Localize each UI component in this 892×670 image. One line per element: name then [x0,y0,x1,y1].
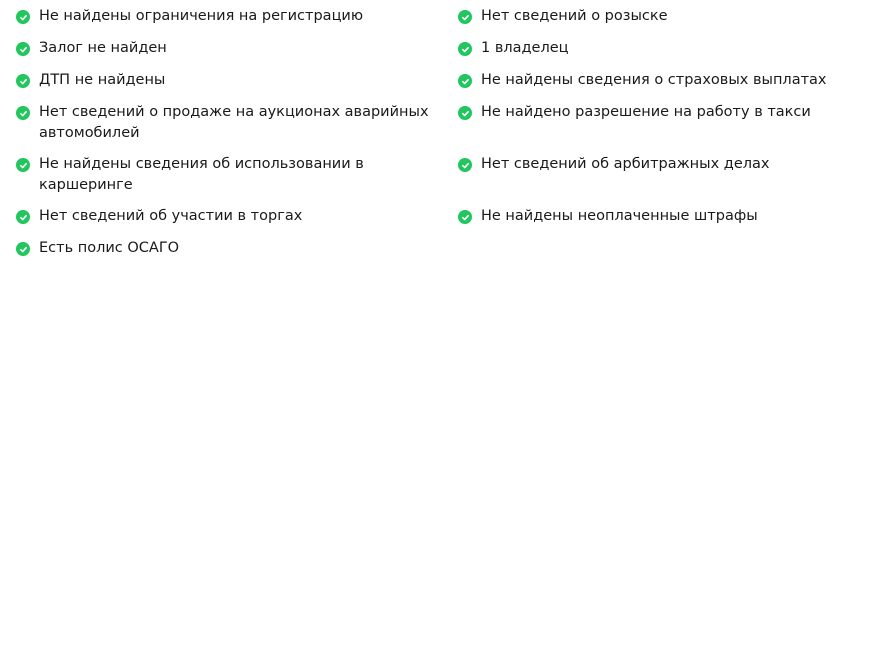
check-label: Не найдены ограничения на регистрацию [39,8,364,24]
check-label: Не найдены неоплаченные штрафы [481,208,758,224]
check-circle-icon [458,210,472,224]
check-label: Нет сведений об участии в торгах [39,208,303,224]
check-item-trades [16,206,458,227]
check-item-taxi-permit [458,102,878,123]
check-item-accidents [16,70,458,91]
check-label: ДТП не найдены [39,72,166,88]
check-label: 1 владелец [481,40,569,56]
check-item-salvage-auctions [16,102,458,144]
checks-row [16,206,886,227]
check-item-carsharing [16,154,458,196]
check-label: Не найдено разрешение на работу в такси [481,104,811,120]
check-item-registration-restrictions [16,6,458,27]
check-label: Нет сведений о продаже на аукционах аварийных автомобилей [39,104,429,141]
check-circle-icon [458,42,472,56]
check-label: Нет сведений об арбитражных делах [481,156,770,172]
check-item-fines [458,206,878,227]
check-label: Не найдены сведения о страховых выплатах [481,72,827,88]
checks-row [16,238,886,259]
check-label: Залог не найден [39,40,167,56]
checks-row [16,154,886,196]
checks-row [16,6,886,27]
checks-row [16,102,886,144]
checks-row [16,70,886,91]
check-circle-icon [458,10,472,24]
checks-row [16,38,886,59]
check-label: Нет сведений о розыске [481,8,668,24]
check-label: Не найдены сведения об использовании в каршеринге [39,156,364,193]
check-circle-icon [16,42,30,56]
check-circle-icon [16,158,30,172]
check-item-wanted [458,6,878,27]
check-circle-icon [16,74,30,88]
check-item-pledge [16,38,458,59]
vehicle-checks-list [16,6,886,259]
check-item-owners [458,38,878,59]
check-item-arbitration [458,154,878,175]
check-circle-icon [16,106,30,120]
check-circle-icon [458,106,472,120]
check-item-osago [16,238,458,259]
check-circle-icon [16,10,30,24]
check-item-insurance-payouts [458,70,878,91]
check-circle-icon [458,158,472,172]
check-label: Есть полис ОСАГО [39,240,180,256]
check-circle-icon [16,210,30,224]
check-circle-icon [16,242,30,256]
check-circle-icon [458,74,472,88]
